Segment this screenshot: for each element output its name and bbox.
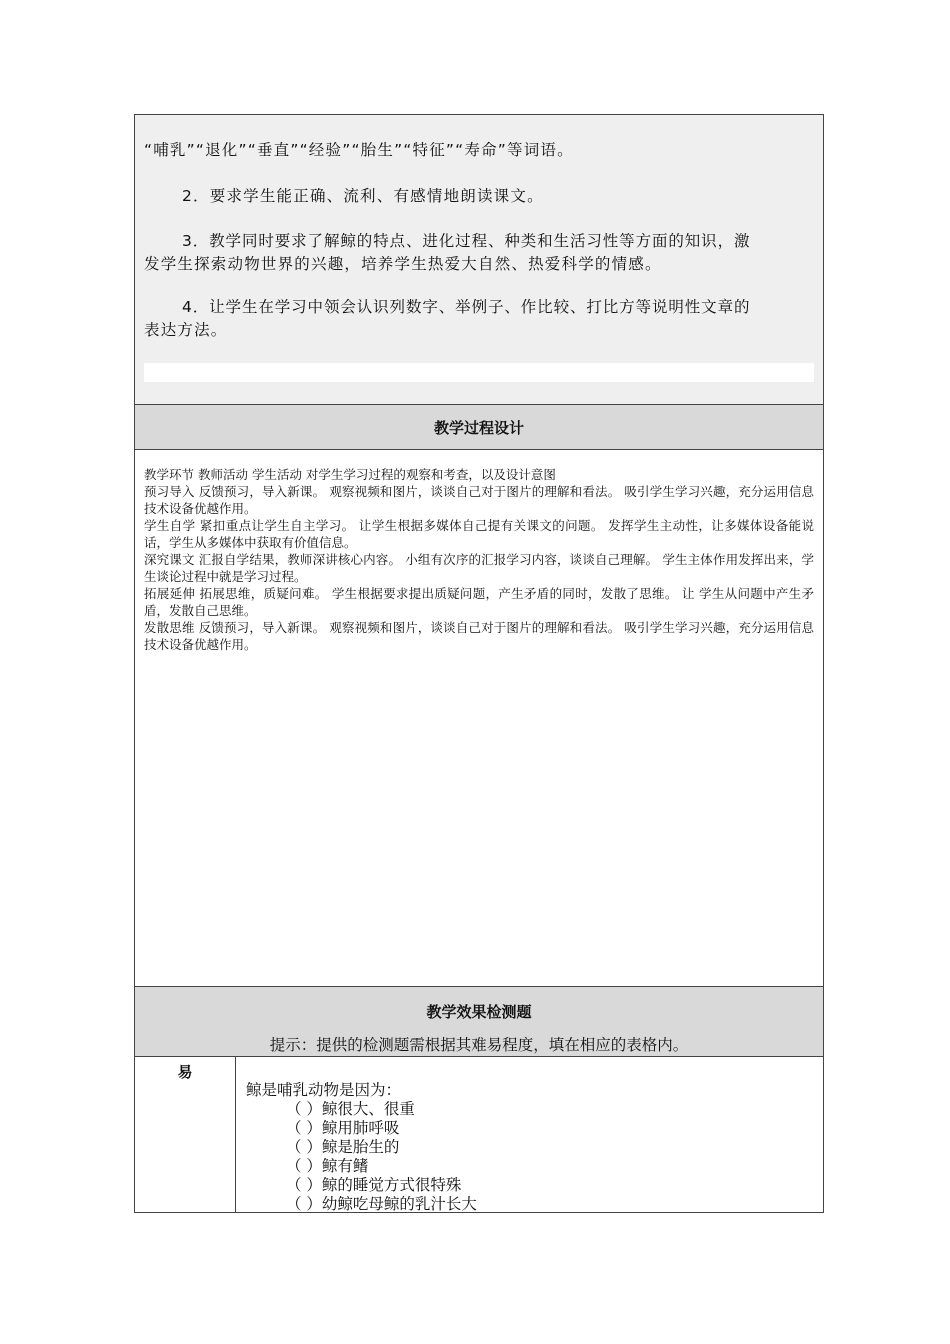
objective-item-2-text: 2．要求学生能正确、流利、有感情地朗读课文。: [182, 187, 544, 205]
process-line: 预习导入 反馈预习，导入新课。 观察视频和图片，谈谈自己对于图片的理解和看法。 吸引学生学习兴趣，充分运用信息技术设备优越作用。: [144, 484, 814, 516]
quiz-question: 鲸是哺乳动物是因为：: [246, 1081, 402, 1099]
process-header: 教学过程设计: [135, 405, 823, 450]
quiz-option: （ ）鲸有鳍: [286, 1157, 369, 1175]
quiz-option: （ ）鲸用肺呼吸: [286, 1119, 400, 1137]
objective-item-2: [144, 185, 814, 208]
objective-line-1: “哺乳”“退化”“垂直”“经验”“胎生”“特征”“寿命”等词语。: [144, 141, 574, 159]
process-line: 发散思维 反馈预习，导入新课。 观察视频和图片，谈谈自己对于图片的理解和看法。 吸引学生学习兴趣，充分运用信息技术设备优越作用。: [144, 620, 814, 652]
effect-title: 教学效果检测题: [426, 1004, 532, 1021]
effect-test-header: [135, 987, 823, 1057]
process-line: 拓展延伸 拓展思维，质疑问难。 学生根据要求提出质疑问题，产生矛盾的同时，发散了思维。 让 学生从问题中产生矛盾，发散自己思维。: [144, 586, 814, 618]
quiz-option: （ ）鲸很大、很重: [286, 1100, 415, 1118]
process-line: 深究课文 汇报自学结果，教师深讲核心内容。 小组有次序的汇报学习内容，谈谈自己理解。 学生主体作用发挥出来，学生谈论过程中就是学习过程。: [144, 552, 814, 584]
effect-hint: 提示：提供的检测题需根据其难易程度，填在相应的表格内。: [269, 1036, 689, 1054]
objective-item-4: [144, 296, 814, 342]
quiz-content: [236, 1057, 823, 1212]
objective-item-4-line-a: 4．让学生在学习中领会认识列数字、举例子、作比较、打比方等说明性文章的: [182, 298, 751, 316]
teaching-process-section: [135, 450, 823, 987]
objective-item-4-line-b: 表达方法。: [144, 321, 228, 339]
teaching-objectives-section: [135, 115, 823, 405]
quiz-row: [135, 1057, 823, 1212]
lesson-plan-table: [134, 114, 824, 1213]
objective-item-3: [144, 230, 814, 276]
quiz-option: （ ）鲸的睡觉方式很特殊: [286, 1176, 462, 1194]
process-line: 学生自学 紧扣重点让学生自主学习。 让学生根据多媒体自己提有关课文的问题。 发挥学生主动性，让多媒体设备能说话，学生从多媒体中获取有价值信息。: [144, 518, 814, 550]
process-line: 教学环节 教师活动 学生活动 对学生学习过程的观察和考查，以及设计意图: [144, 467, 556, 482]
objective-item-3-line-a: 3．教学同时要求了解鲸的特点、进化过程、种类和生活习性等方面的知识，激: [182, 232, 751, 250]
quiz-option: （ ）鲸是胎生的: [286, 1138, 400, 1156]
objective-item-3-line-b: 发学生探索动物世界的兴趣，培养学生热爱大自然、热爱科学的情感。: [144, 255, 662, 273]
blank-strip: [144, 363, 814, 382]
quiz-option: （ ）幼鲸吃母鲸的乳汁长大: [286, 1195, 477, 1213]
difficulty-label: 易: [135, 1057, 236, 1212]
